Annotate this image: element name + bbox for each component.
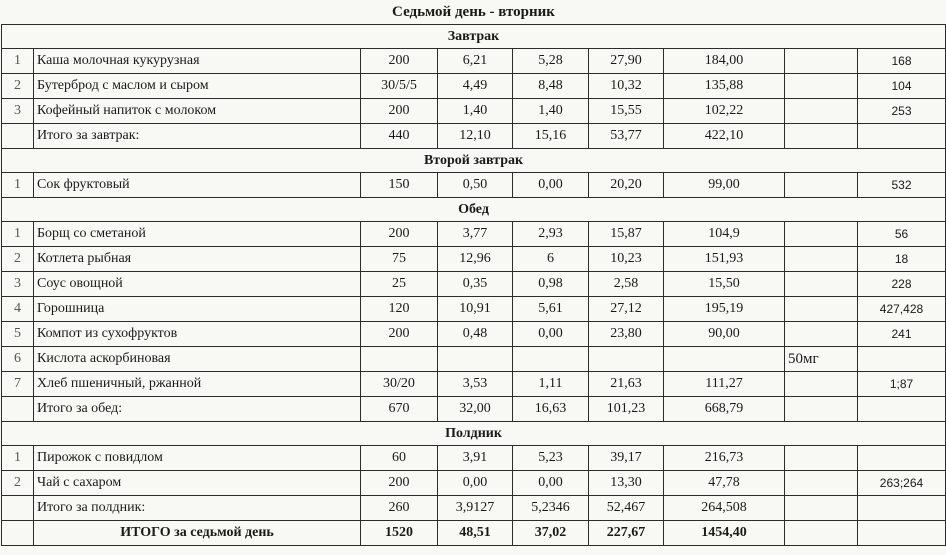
table-row — [2, 347, 946, 372]
vitamin-cell — [785, 74, 858, 99]
protein-cell: 3,9127 — [438, 496, 513, 521]
table-row — [2, 446, 946, 471]
carbs-cell: 13,30 — [589, 471, 664, 496]
kcal-cell: 1454,40 — [664, 521, 785, 546]
dish-name: Горошница — [34, 297, 361, 322]
fat-cell: 1,40 — [513, 99, 589, 124]
kcal-cell: 47,78 — [664, 471, 785, 496]
fat-cell: 0,00 — [513, 322, 589, 347]
kcal-cell: 135,88 — [664, 74, 785, 99]
fat-cell: 6 — [513, 247, 589, 272]
fat-cell: 15,16 — [513, 124, 589, 149]
protein-cell: 0,48 — [438, 322, 513, 347]
portion-cell: 200 — [361, 49, 438, 74]
carbs-cell: 53,77 — [589, 124, 664, 149]
kcal-cell — [664, 347, 785, 372]
title-row — [2, 0, 946, 25]
grand-total-row — [2, 521, 946, 546]
grand-total-label: ИТОГО за седьмой день — [34, 521, 361, 546]
recipe-code-cell: 168 — [858, 49, 946, 74]
recipe-code-cell — [858, 347, 946, 372]
row-number: 2 — [2, 74, 34, 99]
kcal-cell: 104,9 — [664, 222, 785, 247]
section-title: Второй завтрак — [2, 149, 946, 173]
row-number: 7 — [2, 372, 34, 397]
section-header-row — [2, 422, 946, 446]
portion-cell: 670 — [361, 397, 438, 422]
fat-cell: 5,61 — [513, 297, 589, 322]
protein-cell: 3,91 — [438, 446, 513, 471]
vitamin-cell — [785, 222, 858, 247]
kcal-cell: 216,73 — [664, 446, 785, 471]
dish-name: Сок фруктовый — [34, 173, 361, 198]
kcal-cell: 102,22 — [664, 99, 785, 124]
recipe-code-cell: 253 — [858, 99, 946, 124]
carbs-cell: 10,23 — [589, 247, 664, 272]
vitamin-cell — [785, 247, 858, 272]
vitamin-cell — [785, 173, 858, 198]
portion-cell: 30/20 — [361, 372, 438, 397]
table-row — [2, 49, 946, 74]
row-number: 3 — [2, 99, 34, 124]
vitamin-cell — [785, 471, 858, 496]
kcal-cell: 264,508 — [664, 496, 785, 521]
table-row — [2, 74, 946, 99]
kcal-cell: 111,27 — [664, 372, 785, 397]
subtotal-label: Итого за завтрак: — [34, 124, 361, 149]
protein-cell: 48,51 — [438, 521, 513, 546]
kcal-cell: 195,19 — [664, 297, 785, 322]
vitamin-cell — [785, 49, 858, 74]
protein-cell: 4,49 — [438, 74, 513, 99]
table-row — [2, 247, 946, 272]
portion-cell: 440 — [361, 124, 438, 149]
subtotal-label: Итого за обед: — [34, 397, 361, 422]
portion-cell: 30/5/5 — [361, 74, 438, 99]
section-title: Полдник — [2, 422, 946, 446]
section-header-row — [2, 25, 946, 49]
vitamin-cell — [785, 322, 858, 347]
vitamin-cell — [785, 372, 858, 397]
recipe-code-cell — [858, 124, 946, 149]
fat-cell: 0,00 — [513, 471, 589, 496]
dish-name: Чай с сахаром — [34, 471, 361, 496]
protein-cell: 1,40 — [438, 99, 513, 124]
dish-name: Пирожок с повидлом — [34, 446, 361, 471]
carbs-cell: 227,67 — [589, 521, 664, 546]
row-number: 6 — [2, 347, 34, 372]
dish-name: Компот из сухофруктов — [34, 322, 361, 347]
protein-cell: 32,00 — [438, 397, 513, 422]
recipe-code-cell: 1;87 — [858, 372, 946, 397]
carbs-cell: 27,12 — [589, 297, 664, 322]
kcal-cell: 668,79 — [664, 397, 785, 422]
fat-cell — [513, 347, 589, 372]
section-header-row — [2, 198, 946, 222]
carbs-cell: 15,55 — [589, 99, 664, 124]
recipe-code-cell: 263;264 — [858, 471, 946, 496]
section-title: Завтрак — [2, 25, 946, 49]
portion-cell: 200 — [361, 471, 438, 496]
vitamin-cell — [785, 124, 858, 149]
section-header-row — [2, 149, 946, 173]
carbs-cell: 101,23 — [589, 397, 664, 422]
recipe-code-cell — [858, 496, 946, 521]
portion-cell — [361, 347, 438, 372]
row-number: 1 — [2, 173, 34, 198]
vitamin-cell — [785, 272, 858, 297]
dish-name: Хлеб пшеничный, ржанной — [34, 372, 361, 397]
protein-cell — [438, 347, 513, 372]
fat-cell: 5,2346 — [513, 496, 589, 521]
fat-cell: 2,93 — [513, 222, 589, 247]
table-row — [2, 272, 946, 297]
table-row — [2, 297, 946, 322]
portion-cell: 25 — [361, 272, 438, 297]
portion-cell: 60 — [361, 446, 438, 471]
protein-cell: 0,35 — [438, 272, 513, 297]
table-row — [2, 372, 946, 397]
row-number: 3 — [2, 272, 34, 297]
fat-cell: 0,00 — [513, 173, 589, 198]
kcal-cell: 151,93 — [664, 247, 785, 272]
portion-cell: 200 — [361, 322, 438, 347]
recipe-code-cell — [858, 397, 946, 422]
dish-name: Бутерброд с маслом и сыром — [34, 74, 361, 99]
table-row — [2, 471, 946, 496]
carbs-cell: 39,17 — [589, 446, 664, 471]
carbs-cell: 20,20 — [589, 173, 664, 198]
dish-name: Борщ со сметаной — [34, 222, 361, 247]
kcal-cell: 184,00 — [664, 49, 785, 74]
menu-table — [1, 0, 946, 546]
fat-cell: 16,63 — [513, 397, 589, 422]
table-row — [2, 322, 946, 347]
carbs-cell: 21,63 — [589, 372, 664, 397]
fat-cell: 0,98 — [513, 272, 589, 297]
carbs-cell: 2,58 — [589, 272, 664, 297]
kcal-cell: 15,50 — [664, 272, 785, 297]
recipe-code-cell: 56 — [858, 222, 946, 247]
subtotal-row — [2, 124, 946, 149]
row-number: 2 — [2, 247, 34, 272]
recipe-code-cell — [858, 446, 946, 471]
portion-cell: 150 — [361, 173, 438, 198]
portion-cell: 120 — [361, 297, 438, 322]
protein-cell: 12,96 — [438, 247, 513, 272]
kcal-cell: 90,00 — [664, 322, 785, 347]
row-number — [2, 397, 34, 422]
row-number: 2 — [2, 471, 34, 496]
dish-name: Кислота аскорбиновая — [34, 347, 361, 372]
portion-cell: 75 — [361, 247, 438, 272]
recipe-code-cell: 241 — [858, 322, 946, 347]
portion-cell: 260 — [361, 496, 438, 521]
vitamin-cell — [785, 397, 858, 422]
row-number — [2, 496, 34, 521]
row-number — [2, 521, 34, 546]
portion-cell: 200 — [361, 222, 438, 247]
carbs-cell: 27,90 — [589, 49, 664, 74]
kcal-cell: 99,00 — [664, 173, 785, 198]
row-number: 5 — [2, 322, 34, 347]
fat-cell: 5,28 — [513, 49, 589, 74]
dish-name: Соус овощной — [34, 272, 361, 297]
protein-cell: 6,21 — [438, 49, 513, 74]
recipe-code-cell: 427,428 — [858, 297, 946, 322]
carbs-cell: 10,32 — [589, 74, 664, 99]
dish-name: Котлета рыбная — [34, 247, 361, 272]
recipe-code-cell: 228 — [858, 272, 946, 297]
row-number — [2, 124, 34, 149]
protein-cell: 0,50 — [438, 173, 513, 198]
row-number: 1 — [2, 49, 34, 74]
row-number: 1 — [2, 222, 34, 247]
recipe-code-cell: 104 — [858, 74, 946, 99]
row-number: 1 — [2, 446, 34, 471]
table-row — [2, 173, 946, 198]
protein-cell: 12,10 — [438, 124, 513, 149]
page-title: Седьмой день - вторник — [2, 0, 946, 25]
dish-name: Кофейный напиток с молоком — [34, 99, 361, 124]
section-title: Обед — [2, 198, 946, 222]
portion-cell: 1520 — [361, 521, 438, 546]
recipe-code-cell: 532 — [858, 173, 946, 198]
dish-name: Каша молочная кукурузная — [34, 49, 361, 74]
carbs-cell: 52,467 — [589, 496, 664, 521]
vitamin-cell — [785, 446, 858, 471]
kcal-cell: 422,10 — [664, 124, 785, 149]
vitamin-cell — [785, 496, 858, 521]
fat-cell: 37,02 — [513, 521, 589, 546]
vitamin-cell — [785, 297, 858, 322]
protein-cell: 0,00 — [438, 471, 513, 496]
subtotal-label: Итого за полдник: — [34, 496, 361, 521]
subtotal-row — [2, 397, 946, 422]
carbs-cell: 15,87 — [589, 222, 664, 247]
fat-cell: 1,11 — [513, 372, 589, 397]
subtotal-row — [2, 496, 946, 521]
fat-cell: 5,23 — [513, 446, 589, 471]
carbs-cell: 23,80 — [589, 322, 664, 347]
recipe-code-cell — [858, 521, 946, 546]
recipe-code-cell: 18 — [858, 247, 946, 272]
row-number: 4 — [2, 297, 34, 322]
table-row — [2, 99, 946, 124]
carbs-cell — [589, 347, 664, 372]
protein-cell: 3,53 — [438, 372, 513, 397]
vitamin-cell: 50мг — [785, 347, 858, 372]
vitamin-cell — [785, 99, 858, 124]
protein-cell: 10,91 — [438, 297, 513, 322]
portion-cell: 200 — [361, 99, 438, 124]
table-row — [2, 222, 946, 247]
vitamin-cell — [785, 521, 858, 546]
protein-cell: 3,77 — [438, 222, 513, 247]
fat-cell: 8,48 — [513, 74, 589, 99]
